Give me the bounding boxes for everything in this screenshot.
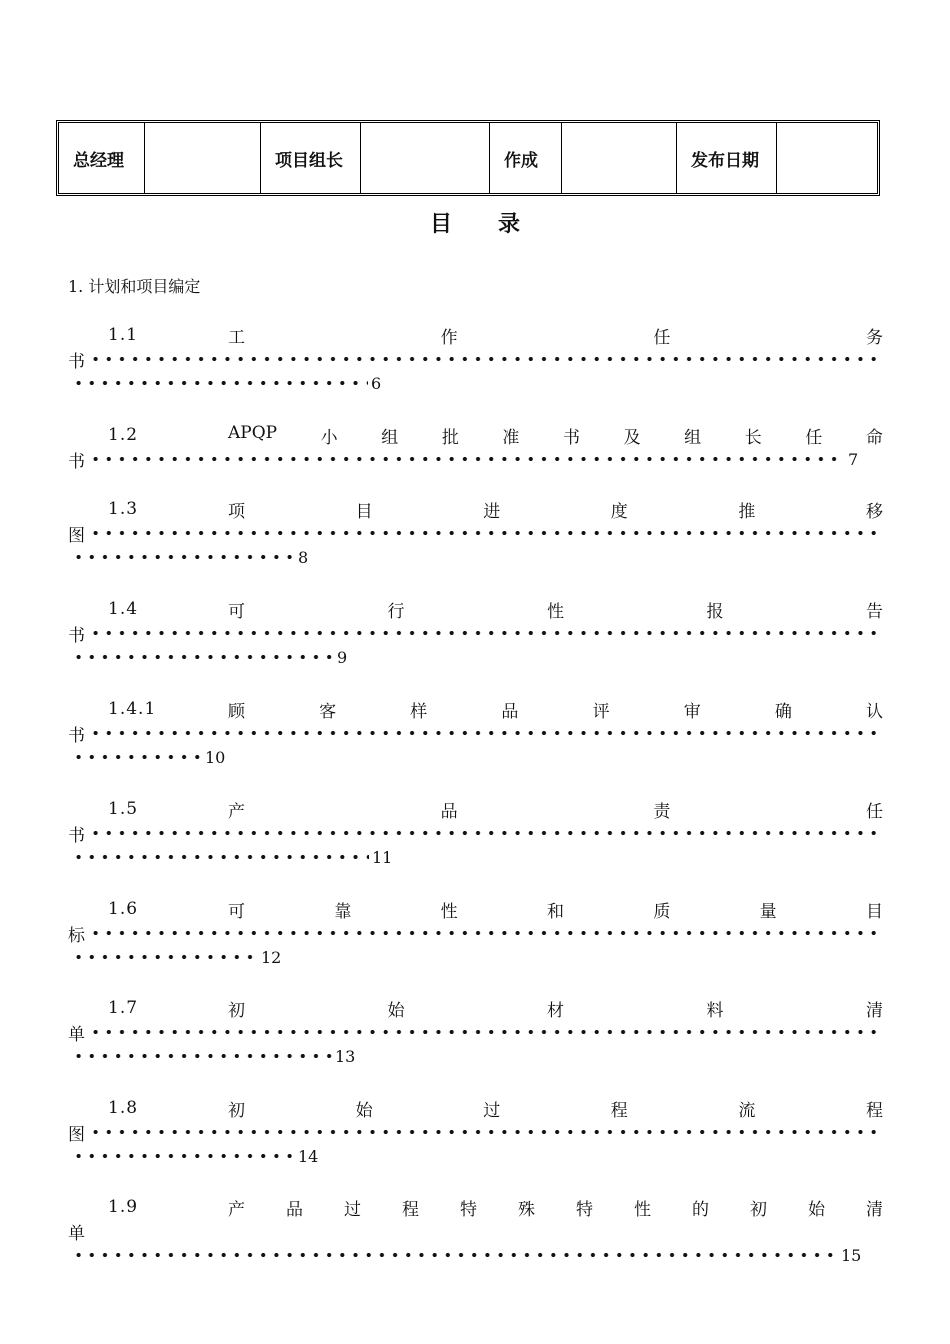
- toc-entry-title-word: 准: [502, 427, 520, 448]
- toc-entry-number: 1.4.1: [108, 699, 157, 719]
- toc-entry-title-word: 过: [483, 1100, 501, 1121]
- project-leader-signature-cell: [361, 123, 490, 193]
- toc-entry-title-word: 认: [865, 701, 883, 722]
- toc-entry-title-word: 评: [592, 701, 610, 722]
- toc-entry-title-word: 殊: [518, 1199, 535, 1220]
- toc-entry-title-word: 程: [865, 1100, 883, 1121]
- toc-entry-title-last: 标: [68, 925, 85, 945]
- toc-entry-title: [228, 1096, 883, 1121]
- toc-entry-title-word: 始: [355, 1100, 373, 1121]
- toc-entry-title-word: 品: [501, 701, 519, 722]
- toc-entry-title-word: 及: [623, 427, 641, 448]
- dot-leader: [85, 630, 883, 636]
- toc-entry-title-word: APQP: [228, 422, 278, 443]
- toc-entry-title-word: 的: [692, 1199, 709, 1220]
- dot-leader: [68, 380, 368, 386]
- toc-entry-title-last: 书: [68, 451, 85, 471]
- toc-entry-title-word: 初: [228, 1000, 245, 1021]
- toc-entry-number: 1.5: [108, 799, 139, 819]
- toc-entry-title-word: 目: [355, 501, 373, 522]
- release-date-label: 发布日期: [677, 123, 777, 193]
- toc-page-number: 6: [371, 373, 382, 393]
- toc-entry-title: [228, 1195, 883, 1220]
- toc-entry[interactable]: [68, 1195, 883, 1267]
- toc-page-number: 12: [261, 947, 282, 967]
- toc-entry-title-word: 小: [320, 427, 338, 448]
- toc-entry-title-word: 清: [866, 1000, 883, 1021]
- toc-entry-title-word: 报: [706, 601, 724, 622]
- toc-entry-title-last: 单: [68, 1223, 85, 1243]
- toc-entry-number: 1.3: [108, 499, 139, 519]
- toc-entry-title-word: 初: [750, 1199, 767, 1220]
- toc-entry-title-word: 料: [706, 1000, 724, 1021]
- toc-entry-title-word: 目: [865, 901, 883, 922]
- toc-entry-title-word: 量: [759, 901, 777, 922]
- toc-entry-title-last: 书: [68, 625, 85, 645]
- toc-entry-title-word: 责: [653, 801, 671, 822]
- toc-entry-title-word: 可: [228, 601, 245, 622]
- toc-entry-title-word: 移: [865, 501, 883, 522]
- toc-entry-title: [228, 497, 883, 522]
- dot-leader: [85, 830, 883, 836]
- toc-entry-title-word: 任: [653, 327, 671, 348]
- toc-entry-title-word: 任: [865, 801, 883, 822]
- dot-leader: [85, 1129, 883, 1135]
- toc-entry-title-word: 品: [286, 1199, 303, 1220]
- toc-entry[interactable]: [68, 797, 883, 869]
- toc-page-number: 14: [298, 1146, 319, 1166]
- toc-entry-title-word: 初: [228, 1100, 245, 1121]
- toc-entry-title-word: 告: [866, 601, 883, 622]
- toc-page-number: 13: [335, 1046, 356, 1066]
- toc-entry-number: 1.7: [108, 998, 139, 1018]
- toc-entry-title-word: 始: [808, 1199, 825, 1220]
- toc-entry-title-word: 客: [319, 701, 337, 722]
- dot-leader: [68, 754, 202, 760]
- toc-entry-title-last: 图: [68, 525, 85, 545]
- toc-entry[interactable]: [68, 897, 883, 969]
- toc-entry-title-word: 批: [441, 427, 459, 448]
- toc-entry[interactable]: [68, 1096, 883, 1168]
- toc-entry-title-word: 书: [562, 427, 580, 448]
- toc-entry-number: 1.4: [108, 599, 139, 619]
- toc-entry-title-word: 始: [387, 1000, 405, 1021]
- toc-entry-title-word: 程: [402, 1199, 419, 1220]
- toc-entry-title-word: 过: [344, 1199, 361, 1220]
- toc-entry-title: [228, 996, 883, 1021]
- dot-leader: [68, 554, 295, 560]
- toc-entry-title-word: 材: [547, 1000, 564, 1021]
- toc-entry-title-word: 流: [738, 1100, 756, 1121]
- toc-entry-title-word: 行: [387, 601, 405, 622]
- toc-entry-title-word: 命: [865, 427, 883, 448]
- toc-entry-title-word: 产: [228, 801, 245, 822]
- toc-entry-title: [228, 323, 883, 348]
- release-date-cell: [777, 123, 877, 193]
- approval-table: [58, 122, 878, 194]
- project-leader-label: 项目组长: [261, 123, 361, 193]
- toc-entry-title-word: 和: [546, 901, 564, 922]
- toc-entry-number: 1.6: [108, 899, 139, 919]
- general-manager-signature-cell: [145, 123, 261, 193]
- toc-page-number: 15: [841, 1245, 862, 1265]
- toc-entry-title-word: 进: [483, 501, 501, 522]
- toc-entry-number: 1.8: [108, 1098, 139, 1118]
- dot-leader: [68, 654, 334, 660]
- toc-entry-title: [228, 697, 883, 722]
- toc-entry-number: 1.2: [108, 425, 139, 445]
- dot-leader: [85, 356, 883, 362]
- toc-entry-title-last: 书: [68, 825, 85, 845]
- toc-page-number: 11: [372, 847, 393, 867]
- dot-leader: [68, 1252, 838, 1258]
- toc-title: 目录: [429, 212, 566, 237]
- toc-entry-title: [228, 423, 883, 448]
- dot-leader: [68, 1153, 295, 1159]
- toc-entry-title-word: 度: [610, 501, 628, 522]
- toc-entry-title-word: 顾: [228, 701, 245, 722]
- toc-entry-title-word: 产: [228, 1199, 245, 1220]
- toc-entry-title-word: 工: [228, 327, 245, 348]
- toc-entry-title-last: 书: [68, 725, 85, 745]
- toc-entry-number: 1.1: [108, 325, 139, 345]
- author-signature-cell: [562, 123, 677, 193]
- toc-page-number: 10: [205, 747, 226, 767]
- toc-entry[interactable]: [68, 697, 883, 769]
- toc-entry-title-word: 品: [440, 801, 458, 822]
- toc-entry-title-last: 图: [68, 1124, 85, 1144]
- toc-entry-title-word: 程: [610, 1100, 628, 1121]
- toc-entry-title-word: 靠: [334, 901, 352, 922]
- author-label: 作成: [490, 123, 562, 193]
- toc-entry-title-word: 性: [634, 1199, 651, 1220]
- toc-entry-title-word: 样: [410, 701, 428, 722]
- toc-entry-title-word: 清: [866, 1199, 883, 1220]
- dot-leader: [68, 854, 369, 860]
- dot-leader: [68, 1053, 332, 1059]
- toc-entry-title-word: 长: [744, 427, 762, 448]
- dot-leader: [68, 954, 258, 960]
- toc-page-number: 8: [298, 547, 309, 567]
- toc-section-heading: 1. 计划和项目编定: [68, 277, 201, 296]
- toc-entry-title-word: 作: [440, 327, 458, 348]
- toc-entry-title-word: 质: [653, 901, 671, 922]
- toc-entry-title-word: 推: [738, 501, 756, 522]
- toc-entry-title-word: 性: [440, 901, 458, 922]
- toc-entry-title-word: 特: [460, 1199, 477, 1220]
- dot-leader: [85, 730, 883, 736]
- toc-entry[interactable]: [68, 597, 883, 669]
- toc-page-number: 9: [337, 647, 348, 667]
- toc-entry-title-word: 特: [576, 1199, 593, 1220]
- toc-entry-title-word: 任: [805, 427, 823, 448]
- toc-entry-title-word: 确: [774, 701, 792, 722]
- toc-entry[interactable]: [68, 996, 883, 1068]
- toc-entry-title: [228, 897, 883, 922]
- toc-entry-title-word: 务: [865, 327, 883, 348]
- dot-leader: [85, 530, 883, 536]
- toc-entry-number: 1.9: [108, 1197, 139, 1217]
- toc-entry-title-word: 项: [228, 501, 245, 522]
- toc-entry[interactable]: [68, 423, 883, 471]
- toc-entry-title-word: 性: [547, 601, 564, 622]
- toc-entry[interactable]: [68, 323, 883, 395]
- toc-entry-title-last: 单: [68, 1024, 85, 1044]
- toc-page-number: 7: [848, 449, 859, 469]
- general-manager-label: 总经理: [59, 123, 145, 193]
- toc-entry-title-last: 书: [68, 351, 85, 371]
- toc-entry-title-word: 可: [228, 901, 245, 922]
- toc-entry-title-word: 组: [381, 427, 399, 448]
- toc-entry-title-word: 审: [683, 701, 701, 722]
- toc-entry-title: [228, 597, 883, 622]
- toc-entry[interactable]: [68, 497, 883, 569]
- dot-leader: [85, 1029, 883, 1035]
- dot-leader: [85, 930, 883, 936]
- dot-leader: [85, 456, 845, 462]
- toc-entry-title: [228, 797, 883, 822]
- toc-entry-title-word: 组: [684, 427, 702, 448]
